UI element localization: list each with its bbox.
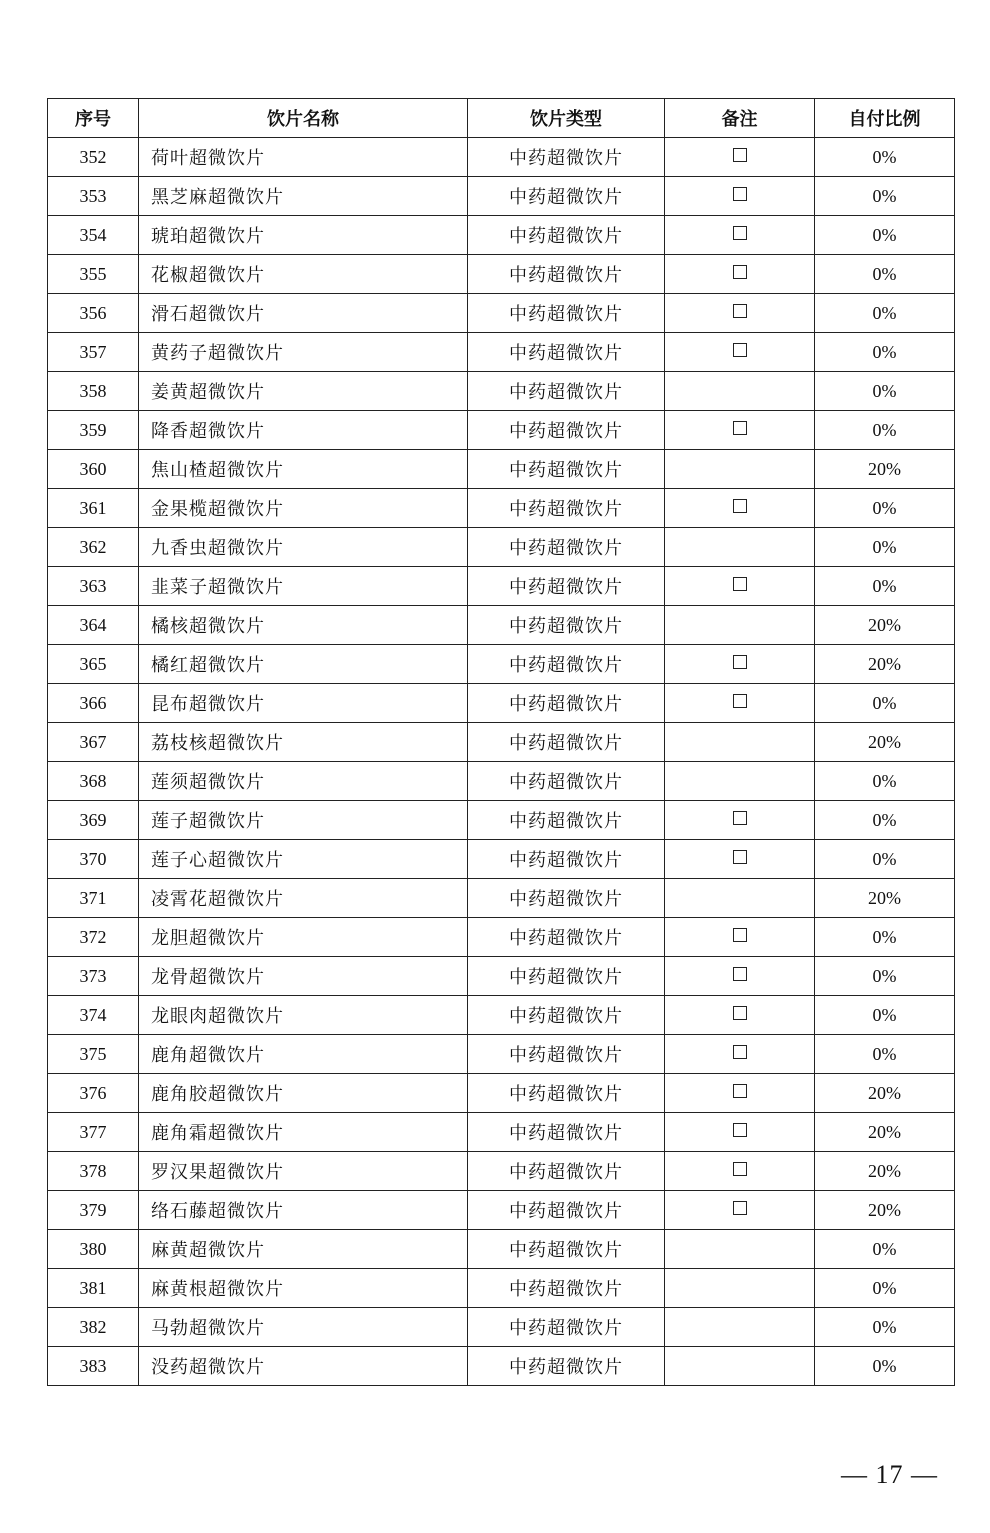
row-drug-name: 马勃超微饮片 xyxy=(139,1308,468,1347)
checkbox-icon xyxy=(733,811,747,825)
row-drug-name: 金果榄超微饮片 xyxy=(139,489,468,528)
row-drug-type: 中药超微饮片 xyxy=(468,1152,665,1191)
row-note xyxy=(665,255,815,294)
table-row xyxy=(48,1152,955,1191)
row-drug-type: 中药超微饮片 xyxy=(468,762,665,801)
row-drug-type: 中药超微饮片 xyxy=(468,255,665,294)
row-drug-name: 荷叶超微饮片 xyxy=(139,138,468,177)
row-self-pay-ratio: 0% xyxy=(815,567,955,606)
row-drug-type: 中药超微饮片 xyxy=(468,138,665,177)
row-drug-name: 莲须超微饮片 xyxy=(139,762,468,801)
table-row xyxy=(48,840,955,879)
checkbox-icon xyxy=(733,499,747,513)
row-note xyxy=(665,606,815,645)
row-self-pay-ratio: 20% xyxy=(815,606,955,645)
table-row xyxy=(48,177,955,216)
row-drug-type: 中药超微饮片 xyxy=(468,450,665,489)
row-note xyxy=(665,1191,815,1230)
row-self-pay-ratio: 0% xyxy=(815,489,955,528)
row-note xyxy=(665,1347,815,1386)
row-serial: 368 xyxy=(48,762,139,801)
row-self-pay-ratio: 0% xyxy=(815,177,955,216)
row-serial: 355 xyxy=(48,255,139,294)
row-drug-name: 降香超微饮片 xyxy=(139,411,468,450)
row-note xyxy=(665,645,815,684)
checkbox-icon xyxy=(733,967,747,981)
row-drug-type: 中药超微饮片 xyxy=(468,567,665,606)
row-drug-type: 中药超微饮片 xyxy=(468,489,665,528)
row-drug-name: 橘核超微饮片 xyxy=(139,606,468,645)
row-serial: 383 xyxy=(48,1347,139,1386)
row-self-pay-ratio: 20% xyxy=(815,723,955,762)
row-drug-type: 中药超微饮片 xyxy=(468,840,665,879)
row-drug-type: 中药超微饮片 xyxy=(468,645,665,684)
page-number: — 17 — xyxy=(841,1460,938,1489)
row-drug-name: 麻黄超微饮片 xyxy=(139,1230,468,1269)
row-serial: 371 xyxy=(48,879,139,918)
row-note xyxy=(665,450,815,489)
checkbox-icon xyxy=(733,304,747,318)
checkbox-icon xyxy=(733,343,747,357)
table-row xyxy=(48,879,955,918)
table-row xyxy=(48,723,955,762)
row-drug-type: 中药超微饮片 xyxy=(468,1347,665,1386)
table-row xyxy=(48,957,955,996)
checkbox-icon xyxy=(733,1201,747,1215)
checkbox-icon xyxy=(733,1006,747,1020)
row-drug-type: 中药超微饮片 xyxy=(468,957,665,996)
row-serial: 370 xyxy=(48,840,139,879)
row-serial: 380 xyxy=(48,1230,139,1269)
row-serial: 352 xyxy=(48,138,139,177)
table-row xyxy=(48,1308,955,1347)
table-row xyxy=(48,372,955,411)
row-serial: 360 xyxy=(48,450,139,489)
header-type: 饮片类型 xyxy=(468,99,665,138)
row-serial: 381 xyxy=(48,1269,139,1308)
row-note xyxy=(665,177,815,216)
row-drug-name: 鹿角霜超微饮片 xyxy=(139,1113,468,1152)
row-drug-name: 麻黄根超微饮片 xyxy=(139,1269,468,1308)
row-note xyxy=(665,801,815,840)
row-drug-name: 焦山楂超微饮片 xyxy=(139,450,468,489)
row-serial: 357 xyxy=(48,333,139,372)
row-serial: 358 xyxy=(48,372,139,411)
table-body xyxy=(48,138,955,1386)
row-self-pay-ratio: 0% xyxy=(815,1308,955,1347)
row-drug-type: 中药超微饮片 xyxy=(468,177,665,216)
table-row xyxy=(48,1191,955,1230)
row-note xyxy=(665,1308,815,1347)
row-self-pay-ratio: 0% xyxy=(815,918,955,957)
row-drug-name: 鹿角超微饮片 xyxy=(139,1035,468,1074)
checkbox-icon xyxy=(733,694,747,708)
table-row xyxy=(48,255,955,294)
table-row xyxy=(48,1347,955,1386)
table-row xyxy=(48,1230,955,1269)
row-serial: 361 xyxy=(48,489,139,528)
row-drug-name: 龙骨超微饮片 xyxy=(139,957,468,996)
row-serial: 372 xyxy=(48,918,139,957)
table-row xyxy=(48,333,955,372)
row-note xyxy=(665,528,815,567)
row-serial: 376 xyxy=(48,1074,139,1113)
row-serial: 378 xyxy=(48,1152,139,1191)
row-serial: 382 xyxy=(48,1308,139,1347)
row-drug-name: 姜黄超微饮片 xyxy=(139,372,468,411)
row-self-pay-ratio: 0% xyxy=(815,138,955,177)
row-note xyxy=(665,1074,815,1113)
row-note xyxy=(665,1269,815,1308)
row-drug-name: 凌霄花超微饮片 xyxy=(139,879,468,918)
row-self-pay-ratio: 0% xyxy=(815,1269,955,1308)
table-row xyxy=(48,294,955,333)
row-drug-name: 荔枝核超微饮片 xyxy=(139,723,468,762)
table-row xyxy=(48,216,955,255)
row-serial: 373 xyxy=(48,957,139,996)
row-self-pay-ratio: 0% xyxy=(815,840,955,879)
row-serial: 353 xyxy=(48,177,139,216)
row-note xyxy=(665,411,815,450)
row-serial: 374 xyxy=(48,996,139,1035)
table-row xyxy=(48,918,955,957)
table-row xyxy=(48,450,955,489)
checkbox-icon xyxy=(733,850,747,864)
row-drug-type: 中药超微饮片 xyxy=(468,1191,665,1230)
row-drug-type: 中药超微饮片 xyxy=(468,294,665,333)
checkbox-icon xyxy=(733,1084,747,1098)
row-note xyxy=(665,294,815,333)
row-drug-type: 中药超微饮片 xyxy=(468,879,665,918)
table-row xyxy=(48,567,955,606)
table-row xyxy=(48,489,955,528)
row-serial: 359 xyxy=(48,411,139,450)
row-note xyxy=(665,138,815,177)
row-self-pay-ratio: 20% xyxy=(815,1152,955,1191)
row-self-pay-ratio: 0% xyxy=(815,996,955,1035)
row-drug-type: 中药超微饮片 xyxy=(468,684,665,723)
row-note xyxy=(665,216,815,255)
drug-table xyxy=(47,98,955,1386)
row-drug-name: 龙胆超微饮片 xyxy=(139,918,468,957)
row-serial: 379 xyxy=(48,1191,139,1230)
row-drug-name: 九香虫超微饮片 xyxy=(139,528,468,567)
row-serial: 377 xyxy=(48,1113,139,1152)
row-drug-name: 龙眼肉超微饮片 xyxy=(139,996,468,1035)
row-serial: 375 xyxy=(48,1035,139,1074)
table-row xyxy=(48,801,955,840)
row-note xyxy=(665,723,815,762)
header-note: 备注 xyxy=(665,99,815,138)
checkbox-icon xyxy=(733,265,747,279)
row-serial: 356 xyxy=(48,294,139,333)
table-row xyxy=(48,1074,955,1113)
row-self-pay-ratio: 0% xyxy=(815,294,955,333)
row-self-pay-ratio: 0% xyxy=(815,1347,955,1386)
row-drug-name: 络石藤超微饮片 xyxy=(139,1191,468,1230)
row-serial: 369 xyxy=(48,801,139,840)
checkbox-icon xyxy=(733,577,747,591)
row-note xyxy=(665,333,815,372)
row-drug-name: 琥珀超微饮片 xyxy=(139,216,468,255)
row-self-pay-ratio: 0% xyxy=(815,216,955,255)
row-note xyxy=(665,567,815,606)
row-drug-name: 没药超微饮片 xyxy=(139,1347,468,1386)
row-note xyxy=(665,879,815,918)
row-drug-type: 中药超微饮片 xyxy=(468,1074,665,1113)
row-self-pay-ratio: 0% xyxy=(815,801,955,840)
row-note xyxy=(665,1113,815,1152)
row-drug-type: 中药超微饮片 xyxy=(468,333,665,372)
row-drug-name: 橘红超微饮片 xyxy=(139,645,468,684)
checkbox-icon xyxy=(733,187,747,201)
row-serial: 365 xyxy=(48,645,139,684)
checkbox-icon xyxy=(733,421,747,435)
table-row xyxy=(48,411,955,450)
row-note xyxy=(665,1152,815,1191)
row-self-pay-ratio: 0% xyxy=(815,411,955,450)
table-header-row xyxy=(48,99,955,138)
table-row xyxy=(48,684,955,723)
row-note xyxy=(665,840,815,879)
row-serial: 364 xyxy=(48,606,139,645)
row-drug-type: 中药超微饮片 xyxy=(468,801,665,840)
table-row xyxy=(48,645,955,684)
row-drug-type: 中药超微饮片 xyxy=(468,918,665,957)
table-row xyxy=(48,1269,955,1308)
row-self-pay-ratio: 0% xyxy=(815,333,955,372)
row-drug-name: 黑芝麻超微饮片 xyxy=(139,177,468,216)
row-drug-type: 中药超微饮片 xyxy=(468,1113,665,1152)
row-serial: 367 xyxy=(48,723,139,762)
row-self-pay-ratio: 0% xyxy=(815,684,955,723)
table-row xyxy=(48,138,955,177)
row-note xyxy=(665,762,815,801)
row-self-pay-ratio: 0% xyxy=(815,255,955,294)
row-note xyxy=(665,1230,815,1269)
row-self-pay-ratio: 0% xyxy=(815,1035,955,1074)
checkbox-icon xyxy=(733,655,747,669)
table-row xyxy=(48,762,955,801)
checkbox-icon xyxy=(733,1123,747,1137)
row-serial: 366 xyxy=(48,684,139,723)
row-drug-type: 中药超微饮片 xyxy=(468,1269,665,1308)
row-drug-name: 罗汉果超微饮片 xyxy=(139,1152,468,1191)
table-row xyxy=(48,606,955,645)
row-self-pay-ratio: 20% xyxy=(815,1113,955,1152)
row-self-pay-ratio: 0% xyxy=(815,372,955,411)
row-drug-type: 中药超微饮片 xyxy=(468,216,665,255)
row-self-pay-ratio: 20% xyxy=(815,450,955,489)
row-note xyxy=(665,957,815,996)
table-row xyxy=(48,528,955,567)
table-row xyxy=(48,1113,955,1152)
header-name: 饮片名称 xyxy=(139,99,468,138)
row-note xyxy=(665,918,815,957)
row-drug-type: 中药超微饮片 xyxy=(468,606,665,645)
row-serial: 363 xyxy=(48,567,139,606)
row-drug-type: 中药超微饮片 xyxy=(468,723,665,762)
row-drug-type: 中药超微饮片 xyxy=(468,1230,665,1269)
row-note xyxy=(665,372,815,411)
table-row xyxy=(48,996,955,1035)
row-note xyxy=(665,489,815,528)
checkbox-icon xyxy=(733,928,747,942)
row-drug-name: 莲子超微饮片 xyxy=(139,801,468,840)
row-self-pay-ratio: 0% xyxy=(815,762,955,801)
row-drug-type: 中药超微饮片 xyxy=(468,996,665,1035)
row-drug-name: 黄药子超微饮片 xyxy=(139,333,468,372)
row-drug-name: 韭菜子超微饮片 xyxy=(139,567,468,606)
row-drug-name: 鹿角胶超微饮片 xyxy=(139,1074,468,1113)
checkbox-icon xyxy=(733,148,747,162)
row-drug-name: 昆布超微饮片 xyxy=(139,684,468,723)
row-note xyxy=(665,1035,815,1074)
row-self-pay-ratio: 20% xyxy=(815,1074,955,1113)
checkbox-icon xyxy=(733,1045,747,1059)
row-self-pay-ratio: 0% xyxy=(815,528,955,567)
row-self-pay-ratio: 20% xyxy=(815,645,955,684)
header-serial: 序号 xyxy=(48,99,139,138)
row-drug-name: 莲子心超微饮片 xyxy=(139,840,468,879)
checkbox-icon xyxy=(733,226,747,240)
row-drug-type: 中药超微饮片 xyxy=(468,411,665,450)
checkbox-icon xyxy=(733,1162,747,1176)
table-row xyxy=(48,1035,955,1074)
row-note xyxy=(665,996,815,1035)
row-note xyxy=(665,684,815,723)
row-serial: 362 xyxy=(48,528,139,567)
row-self-pay-ratio: 20% xyxy=(815,879,955,918)
header-ratio: 自付比例 xyxy=(815,99,955,138)
row-self-pay-ratio: 0% xyxy=(815,957,955,996)
row-self-pay-ratio: 0% xyxy=(815,1230,955,1269)
row-self-pay-ratio: 20% xyxy=(815,1191,955,1230)
row-drug-name: 花椒超微饮片 xyxy=(139,255,468,294)
row-drug-type: 中药超微饮片 xyxy=(468,528,665,567)
row-drug-type: 中药超微饮片 xyxy=(468,372,665,411)
row-drug-type: 中药超微饮片 xyxy=(468,1035,665,1074)
row-drug-name: 滑石超微饮片 xyxy=(139,294,468,333)
row-drug-type: 中药超微饮片 xyxy=(468,1308,665,1347)
row-serial: 354 xyxy=(48,216,139,255)
